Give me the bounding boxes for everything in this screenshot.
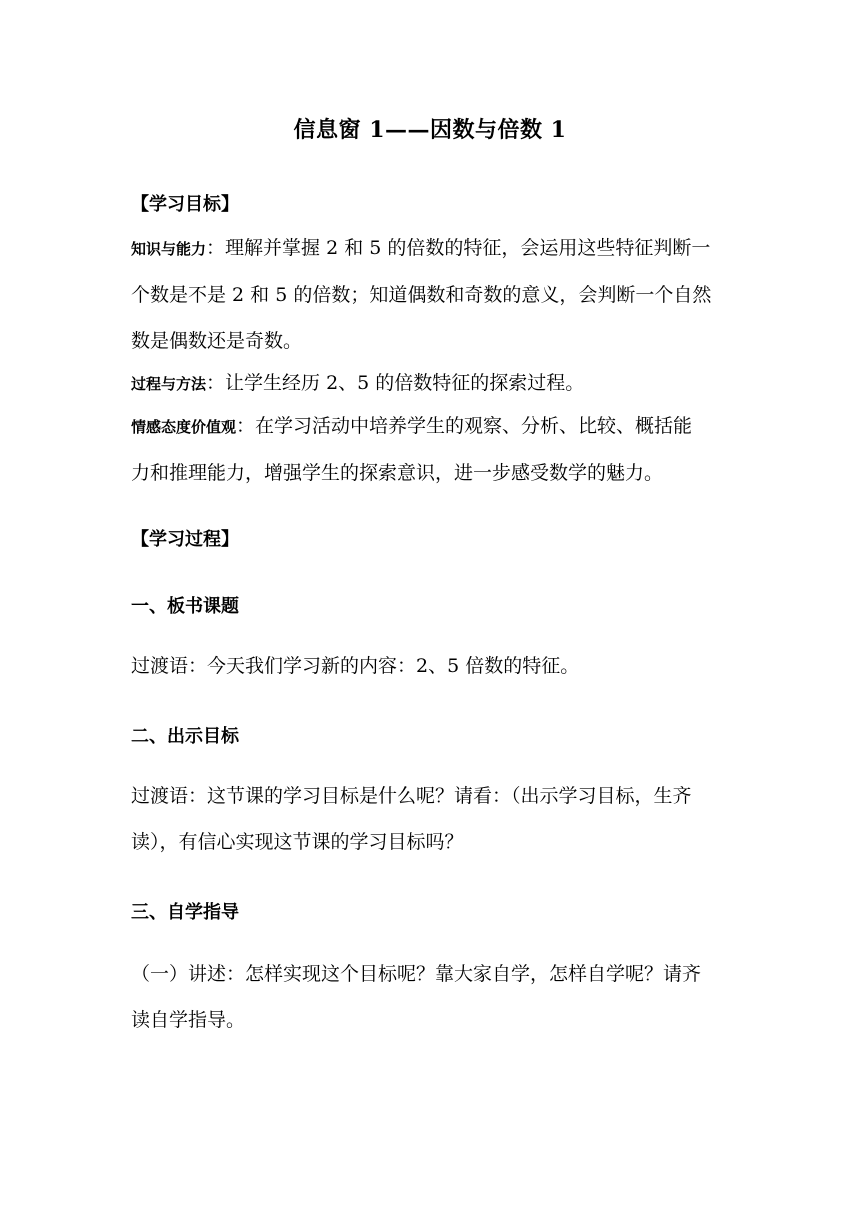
knowledge-line-1 xyxy=(131,225,731,272)
process-heading: 【学习过程】 xyxy=(131,529,239,550)
emotion-line-2: 力和推理能力，增强学生的探索意识，进一步感受数学的魅力。 xyxy=(131,462,664,484)
document-title: 信息窗 1——因数与倍数 1 xyxy=(293,117,567,143)
emotion-line-1 xyxy=(131,403,731,450)
objectives-heading: 【学习目标】 xyxy=(131,194,239,215)
section-3-line-1: （一）讲述：怎样实现这个目标呢？靠大家自学，怎样自学呢？请齐 xyxy=(131,963,702,985)
section-1-text: 过渡语：今天我们学习新的内容：2、5 倍数的特征。 xyxy=(131,655,580,677)
emotion-separator: ： xyxy=(236,415,256,437)
knowledge-line-3: 数是偶数还是奇数。 xyxy=(131,330,303,352)
knowledge-separator: ： xyxy=(206,237,226,259)
emotion-text-1: 在学习活动中培养学生的观察、分析、比较、概括能 xyxy=(255,415,693,437)
section-2-heading: 二、出示目标 xyxy=(131,726,239,747)
knowledge-paragraph xyxy=(131,225,731,364)
process-line xyxy=(131,360,731,407)
process-text: 让学生经历 2、5 的倍数特征的探索过程。 xyxy=(225,372,585,394)
section-1-heading: 一、板书课题 xyxy=(131,596,239,617)
emotion-label: 情感态度价值观 xyxy=(131,418,237,436)
section-3-paragraph xyxy=(131,951,731,1043)
process-paragraph xyxy=(131,360,731,407)
process-separator: ： xyxy=(206,372,226,394)
process-label: 过程与方法 xyxy=(131,375,207,393)
section-3-heading: 三、自学指导 xyxy=(131,902,239,923)
section-1-paragraph xyxy=(131,643,731,689)
knowledge-label: 知识与能力 xyxy=(131,240,207,258)
section-3-line-2: 读自学指导。 xyxy=(131,1009,246,1031)
section-2-line-1: 过渡语：这节课的学习目标是什么呢？请看：（出示学习目标，生齐 xyxy=(131,785,692,807)
section-2-line-2: 读），有信心实现这节课的学习目标吗？ xyxy=(131,831,464,853)
emotion-paragraph xyxy=(131,403,731,496)
knowledge-line-2: 个数是不是 2 和 5 的倍数；知道偶数和奇数的意义，会判断一个自然 xyxy=(131,284,712,306)
knowledge-text-1: 理解并掌握 2 和 5 的倍数的特征，会运用这些特征判断一 xyxy=(225,237,711,259)
section-2-paragraph xyxy=(131,773,731,865)
